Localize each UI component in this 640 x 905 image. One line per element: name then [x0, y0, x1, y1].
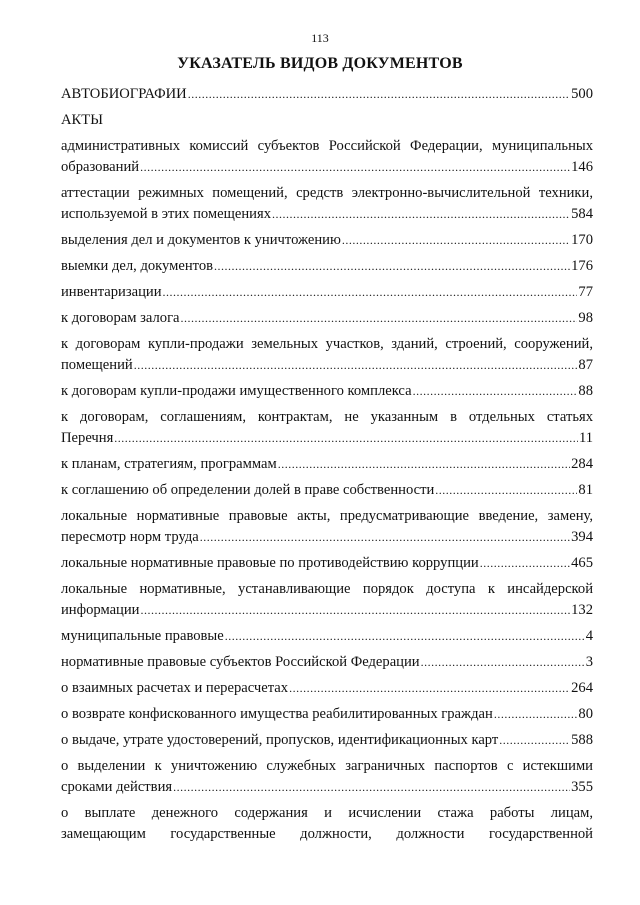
- entry-line: [61, 157, 593, 178]
- index-entry: [61, 308, 593, 329]
- entry-line: [61, 678, 593, 699]
- entry-text: к договорам купли-продажи имущественного комплекса: [61, 383, 412, 399]
- index-entry: [61, 704, 593, 725]
- entry-page-number: 355: [571, 779, 593, 795]
- entry-page-number: 465: [571, 555, 593, 571]
- entry-text: к соглашению об определении долей в праве собственности: [61, 482, 435, 498]
- dot-leader: [181, 308, 578, 329]
- entry-text-line: о выделении к уничтожению служебных заграничных паспортов с истекшими: [61, 758, 593, 774]
- dot-leader: [435, 480, 577, 501]
- index-entry: [61, 626, 593, 647]
- entry-line: [61, 454, 593, 475]
- entry-text-line: о выплате денежного содержания и исчислении стажа работы лицам,: [61, 805, 593, 821]
- entry-text-line: аттестации режимных помещений, средств электронно-вычислительной техники,: [61, 185, 593, 201]
- dot-leader: [188, 84, 570, 105]
- index-entry: [61, 480, 593, 501]
- entry-text-line: административных комиссий субъектов Российской Федерации, муниципальных: [61, 138, 593, 154]
- dot-leader: [499, 730, 570, 751]
- dot-leader: [140, 157, 570, 178]
- entry-text: к договорам залога: [61, 310, 180, 326]
- index-entry: [61, 553, 593, 574]
- index-entry: [61, 282, 593, 303]
- dot-leader: [289, 678, 570, 699]
- dot-leader: [114, 428, 578, 449]
- entry-page-number: 4: [585, 628, 593, 644]
- entry-page-number: 80: [578, 706, 593, 722]
- entry-text: Перечня: [61, 430, 114, 446]
- entry-line: [61, 626, 593, 647]
- entry-text-line: к договорам, соглашениям, контрактам, не указанным в отдельных статьях: [61, 409, 593, 425]
- dot-leader: [200, 527, 570, 548]
- entry-page-number: 588: [571, 732, 593, 748]
- index-entries: [61, 84, 593, 850]
- entry-line: [61, 704, 593, 725]
- entry-line: [61, 553, 593, 574]
- index-entry: [61, 803, 593, 845]
- index-entry: [61, 652, 593, 673]
- entry-page-number: 584: [571, 206, 593, 222]
- entry-text: информации: [61, 602, 140, 618]
- entry-line: [61, 282, 593, 303]
- entry-line: [61, 777, 593, 798]
- index-entry: [61, 454, 593, 475]
- dot-leader: [272, 204, 570, 225]
- entry-text: АВТОБИОГРАФИИ: [61, 86, 187, 102]
- dot-leader: [413, 381, 578, 402]
- entry-page-number: 284: [571, 456, 593, 472]
- entry-page-number: 146: [571, 159, 593, 175]
- entry-text: о выдаче, утрате удостоверений, пропусков, идентификационных карт: [61, 732, 499, 748]
- entry-page-number: 176: [571, 258, 593, 274]
- entry-page-number: 11: [578, 430, 593, 446]
- entry-page-number: 87: [578, 357, 593, 373]
- dot-leader: [141, 600, 571, 621]
- entry-page-number: 81: [578, 482, 593, 498]
- entry-text-line: замещающим государственные должности, должности государственной: [61, 826, 593, 842]
- entry-page-number: 3: [585, 654, 593, 670]
- entry-line: [61, 308, 593, 329]
- entry-text-line: локальные нормативные, устанавливающие порядок доступа к инсайдерской: [61, 581, 593, 597]
- page-title: УКАЗАТЕЛЬ ВИДОВ ДОКУМЕНТОВ: [177, 55, 463, 72]
- entry-line: [61, 381, 593, 402]
- entry-text: к планам, стратегиям, программам: [61, 456, 277, 472]
- entry-line: [61, 527, 593, 548]
- dot-leader: [278, 454, 570, 475]
- page-number: 113: [311, 31, 329, 45]
- section-heading: АКТЫ: [61, 112, 103, 128]
- entry-text: локальные нормативные правовые по противодействию коррупции: [61, 555, 479, 571]
- index-entry: [61, 334, 593, 376]
- index-entry: [61, 579, 593, 621]
- index-entry: [61, 136, 593, 178]
- dot-leader: [163, 282, 578, 303]
- dot-leader: [173, 777, 570, 798]
- entry-line: [61, 84, 593, 105]
- entry-text: помещений: [61, 357, 133, 373]
- index-entry: [61, 230, 593, 251]
- entry-text: о взаимных расчетах и перерасчетах: [61, 680, 289, 696]
- index-entry: [61, 381, 593, 402]
- entry-text: муниципальные правовые: [61, 628, 224, 644]
- entry-text: выемки дел, документов: [61, 258, 214, 274]
- entry-page-number: 88: [578, 383, 593, 399]
- index-entry: [61, 678, 593, 699]
- entry-page-number: 264: [571, 680, 593, 696]
- entry-text: нормативные правовые субъектов Российской Федерации: [61, 654, 420, 670]
- index-entry: [61, 407, 593, 449]
- entry-line: [61, 600, 593, 621]
- dot-leader: [214, 256, 570, 277]
- entry-page-number: 77: [578, 284, 593, 300]
- index-entry: [61, 183, 593, 225]
- entry-line: [61, 355, 593, 376]
- entry-page-number: 98: [578, 310, 593, 326]
- entry-page-number: 132: [571, 602, 593, 618]
- entry-line: [61, 428, 593, 449]
- entry-page-number: 394: [571, 529, 593, 545]
- dot-leader: [134, 355, 578, 376]
- entry-line: [61, 652, 593, 673]
- entry-text: пересмотр норм труда: [61, 529, 199, 545]
- entry-page-number: 500: [571, 86, 593, 102]
- dot-leader: [225, 626, 585, 647]
- entry-text: о возврате конфискованного имущества реабилитированных граждан: [61, 706, 493, 722]
- dot-leader: [480, 553, 570, 574]
- entry-line: [61, 204, 593, 225]
- dot-leader: [421, 652, 585, 673]
- entry-text: сроками действия: [61, 779, 173, 795]
- dot-leader: [494, 704, 578, 725]
- entry-line: [61, 256, 593, 277]
- index-entry: [61, 84, 593, 105]
- entry-text: используемой в этих помещениях: [61, 206, 271, 222]
- entry-text-line: к договорам купли-продажи земельных участков, зданий, строений, сооружений,: [61, 336, 593, 352]
- entry-page-number: 170: [571, 232, 593, 248]
- entry-text: выделения дел и документов к уничтожению: [61, 232, 341, 248]
- entry-line: [61, 230, 593, 251]
- index-entry: [61, 506, 593, 548]
- entry-line: [61, 480, 593, 501]
- entry-text-line: локальные нормативные правовые акты, предусматривающие введение, замену,: [61, 508, 593, 524]
- dot-leader: [342, 230, 570, 251]
- entry-text: образований: [61, 159, 140, 175]
- index-entry: [61, 256, 593, 277]
- index-entry: [61, 756, 593, 798]
- index-entry: [61, 730, 593, 751]
- entry-line: [61, 730, 593, 751]
- entry-text: инвентаризации: [61, 284, 162, 300]
